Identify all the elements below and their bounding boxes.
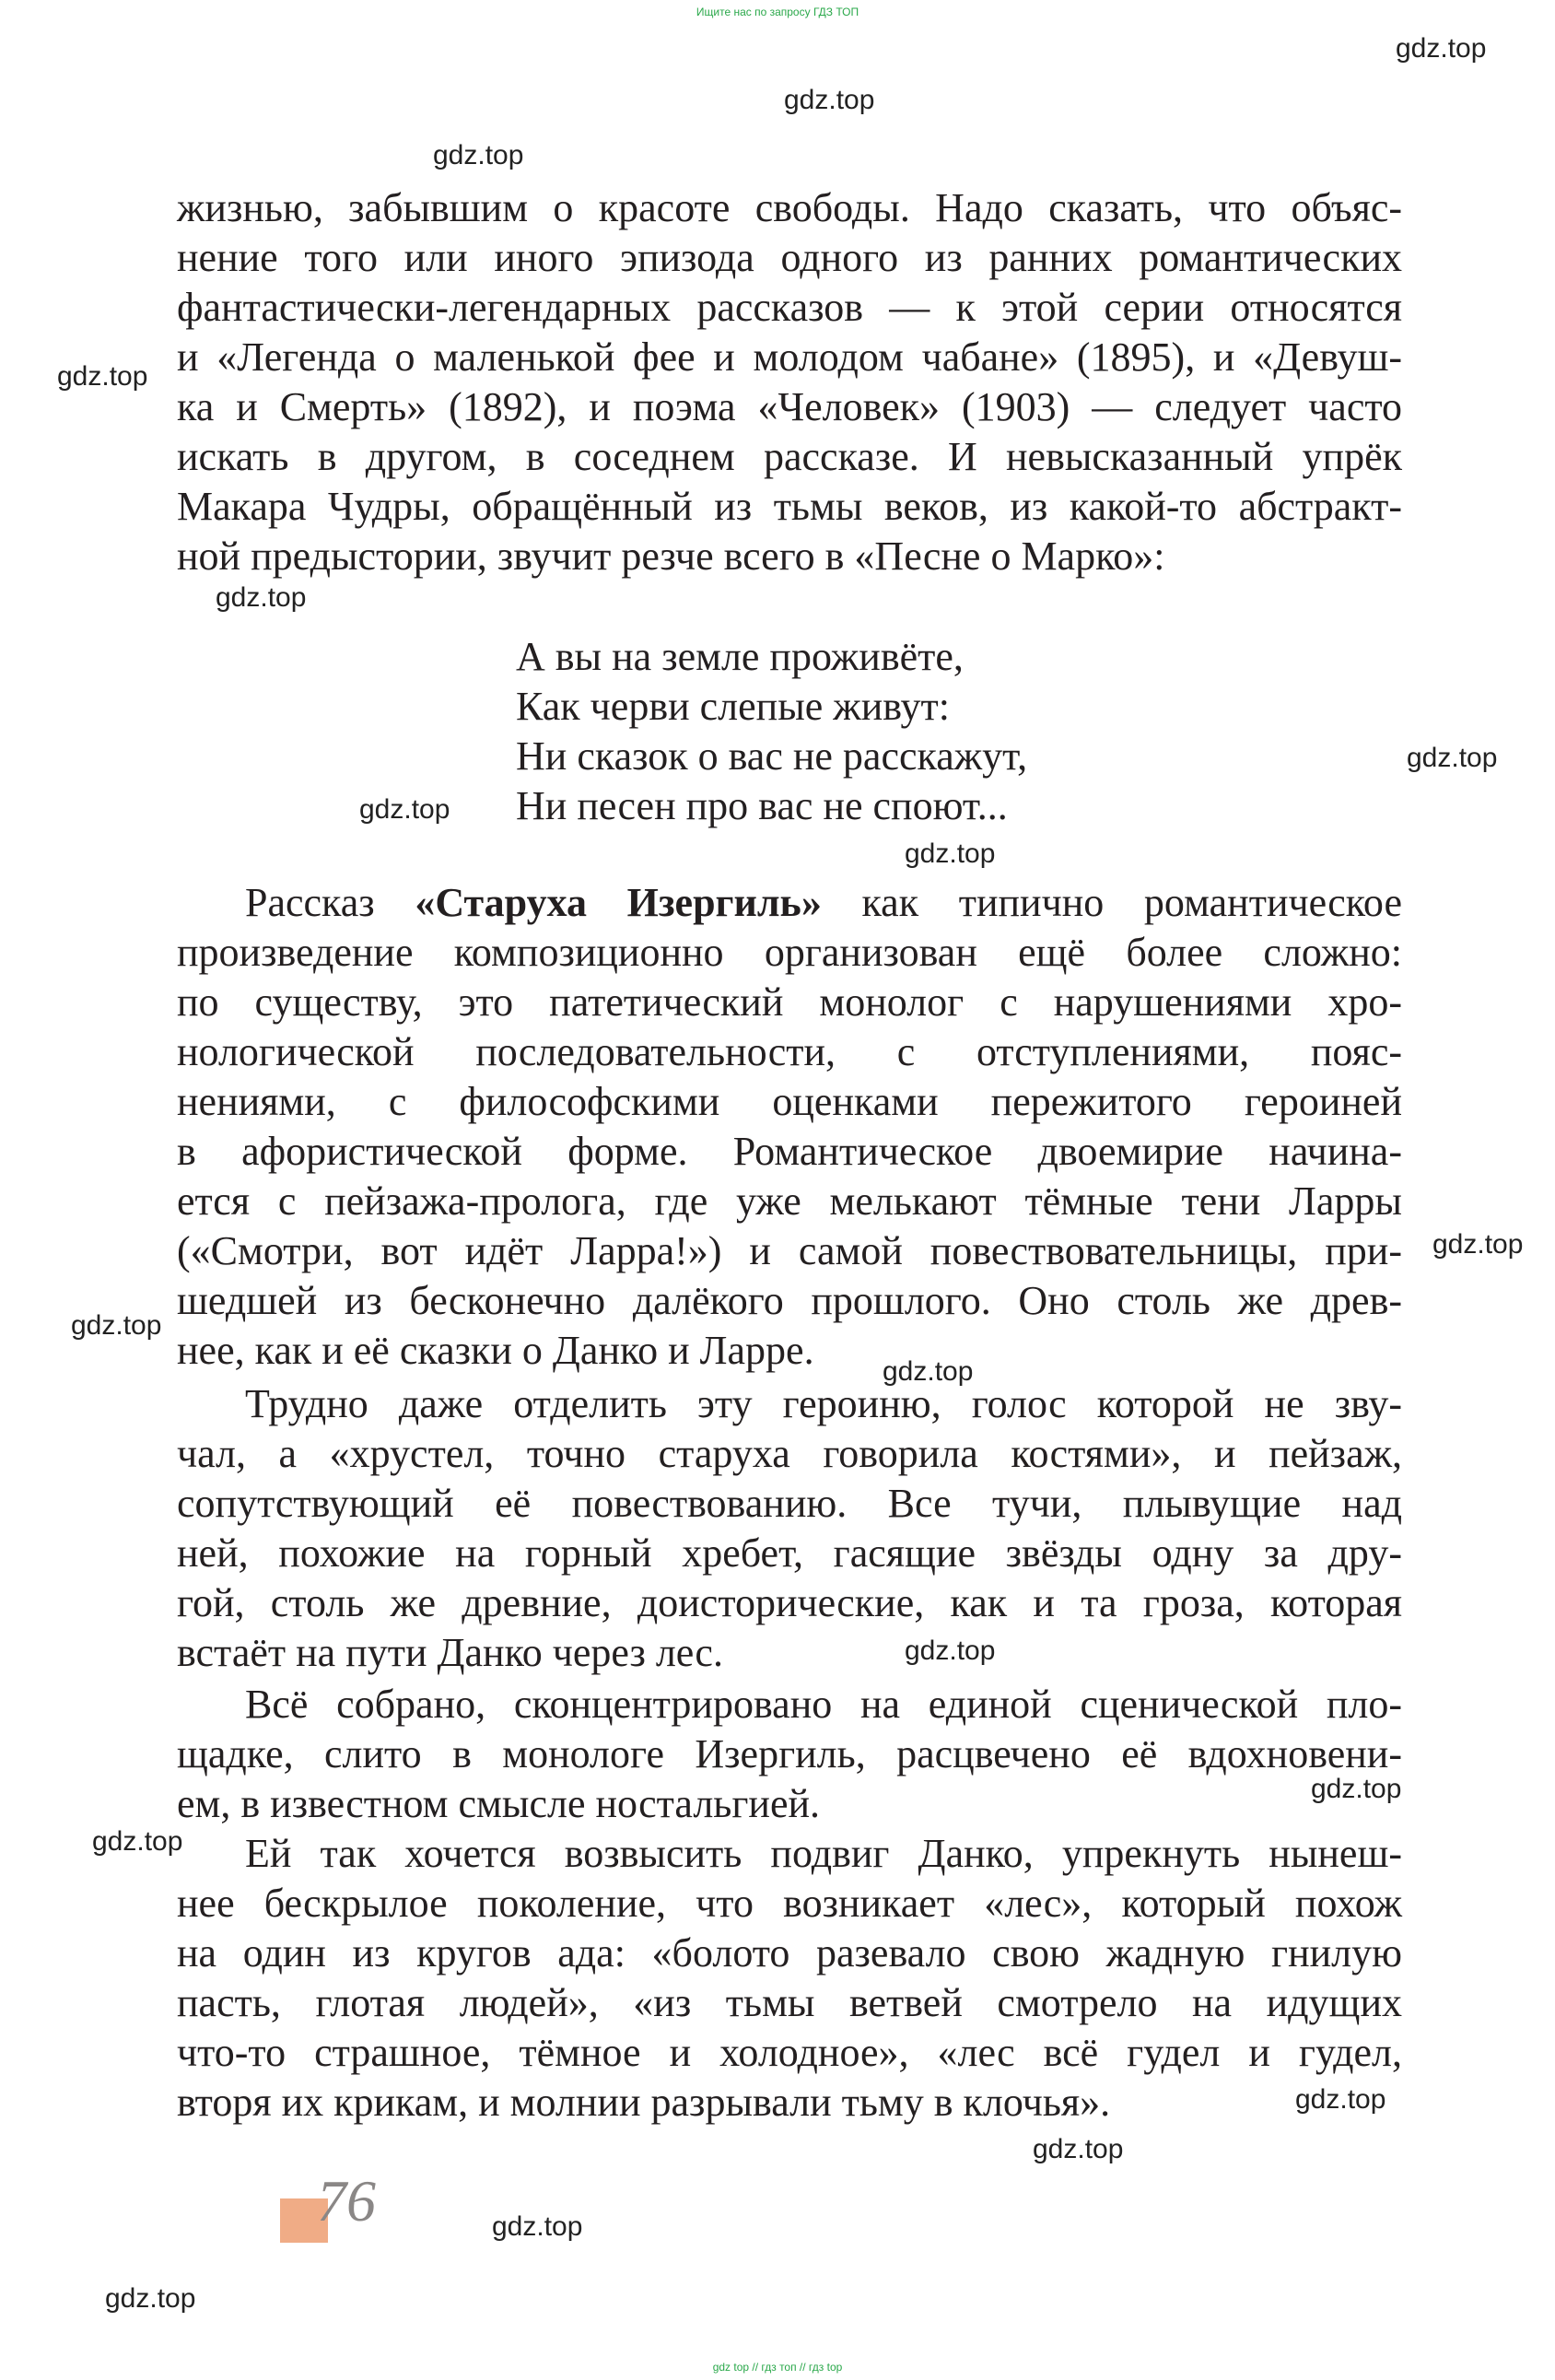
text-line: щадке, слито в монологе Изергиль, расцвечено её вдохновени- xyxy=(177,1731,1402,1776)
watermark: gdz.top xyxy=(1311,1774,1402,1804)
text-line: ной предыстории, звучит резче всего в «Песне о Марко»: xyxy=(177,533,1165,579)
text-line: ем, в известном смысле ностальгией. xyxy=(177,1781,821,1826)
text-fragment: Рассказ xyxy=(245,880,415,925)
watermark: gdz.top xyxy=(1396,33,1487,64)
watermark: gdz.top xyxy=(905,1636,996,1666)
poem-line: А вы на земле проживёте, xyxy=(516,634,964,679)
text-line: нениями, с философскими оценками пережитого героиней xyxy=(177,1079,1402,1124)
text-line: встаёт на пути Данко через лес. xyxy=(177,1630,723,1675)
watermark: gdz.top xyxy=(1407,743,1498,773)
watermark: gdz.top xyxy=(883,1356,974,1387)
text-line: по существу, это патетический монолог с нарушениями хро- xyxy=(177,979,1402,1025)
text-line: нее, как и её сказки о Данко и Ларре. xyxy=(177,1328,814,1373)
watermark: gdz.top xyxy=(216,582,307,613)
text-line: нологической последовательности, с отступлениями, пояс- xyxy=(177,1029,1402,1074)
story-title: «Старуха Изергиль» xyxy=(415,880,822,925)
watermark: gdz.top xyxy=(433,140,524,170)
text-line: на один из кругов ада: «болото разевало свою жадную гнилую xyxy=(177,1930,1402,1976)
watermark: gdz.top xyxy=(1033,2134,1124,2164)
page-number: 76 xyxy=(317,2168,376,2233)
text-line: Макара Чудры, обращённый из тьмы веков, из какой-то абстракт- xyxy=(177,484,1402,529)
text-line: пасть, глотая людей», «из тьмы ветвей смотрело на идущих xyxy=(177,1980,1402,2025)
text-line: шедшей из бесконечно далёкого прошлого. Оно столь же древ- xyxy=(177,1278,1402,1323)
text-line xyxy=(245,877,1402,929)
text-line: в афористической форме. Романтическое двоемирие начина- xyxy=(177,1129,1402,1174)
watermark: gdz.top xyxy=(905,838,996,869)
text-line: искать в другом, в соседнем рассказе. И невысказанный упрёк xyxy=(177,434,1402,479)
text-line: фантастически-легендарных рассказов — к этой серии относятся xyxy=(177,285,1402,330)
text-line: нение того или иного эпизода одного из ранних романтических xyxy=(177,235,1402,280)
watermark: gdz.top xyxy=(57,361,148,392)
text-fragment: как типично романтическое xyxy=(821,880,1402,925)
text-line: вторя их крикам, и молнии разрывали тьму в клочья». xyxy=(177,2080,1111,2125)
text-line: ка и Смерть» (1892), и поэма «Человек» (1903) — следует часто xyxy=(177,384,1402,429)
watermark: gdz.top xyxy=(492,2211,583,2242)
text-line: произведение композиционно организован ещё более сложно: xyxy=(177,930,1402,975)
watermark: gdz.top xyxy=(784,85,875,115)
poem-line: Ни сказок о вас не расскажут, xyxy=(516,733,1028,779)
text-line: («Смотри, вот идёт Ларра!») и самой повествовательницы, при- xyxy=(177,1228,1402,1273)
watermark: gdz.top xyxy=(359,794,450,825)
text-line: жизнью, забывшим о красоте свободы. Надо сказать, что объяс- xyxy=(177,185,1402,230)
text-line: ней, похожие на горный хребет, гасящие звёзды одну за дру- xyxy=(177,1530,1402,1576)
text-line: гой, столь же древние, доисторические, как и та гроза, которая xyxy=(177,1580,1402,1625)
text-line: Трудно даже отделить эту героиню, голос которой не зву- xyxy=(245,1381,1402,1426)
watermark: gdz.top xyxy=(105,2283,196,2314)
text-line: сопутствующий её повествованию. Все тучи, плывущие над xyxy=(177,1481,1402,1526)
bottom-banner: gdz top // гдз топ // гдз top xyxy=(712,2361,843,2374)
poem-line: Ни песен про вас не споют... xyxy=(516,783,1008,828)
text-line: Всё собрано, сконцентрировано на единой сценической пло- xyxy=(245,1682,1402,1727)
watermark: gdz.top xyxy=(92,1826,183,1857)
watermark: gdz.top xyxy=(1295,2084,1386,2115)
text-line: нее бескрылое поколение, что возникает «лес», который похож xyxy=(177,1881,1402,1926)
poem-line: Как черви слепые живут: xyxy=(516,684,950,729)
text-line: чал, а «хрустел, точно старуха говорила костями», и пейзаж, xyxy=(177,1431,1402,1476)
text-line: Ей так хочется возвысить подвиг Данко, упрекнуть нынеш- xyxy=(245,1831,1402,1876)
text-line: ется с пейзажа-пролога, где уже мелькают тёмные тени Ларры xyxy=(177,1178,1402,1224)
watermark: gdz.top xyxy=(1432,1229,1524,1260)
top-banner: Ищите нас по запросу ГДЗ ТОП xyxy=(696,6,859,18)
text-line: и «Легенда о маленькой фее и молодом чабане» (1895), и «Девуш- xyxy=(177,334,1402,380)
text-line: что-то страшное, тёмное и холодное», «лес всё гудел и гудел, xyxy=(177,2030,1402,2075)
watermark: gdz.top xyxy=(71,1310,162,1341)
